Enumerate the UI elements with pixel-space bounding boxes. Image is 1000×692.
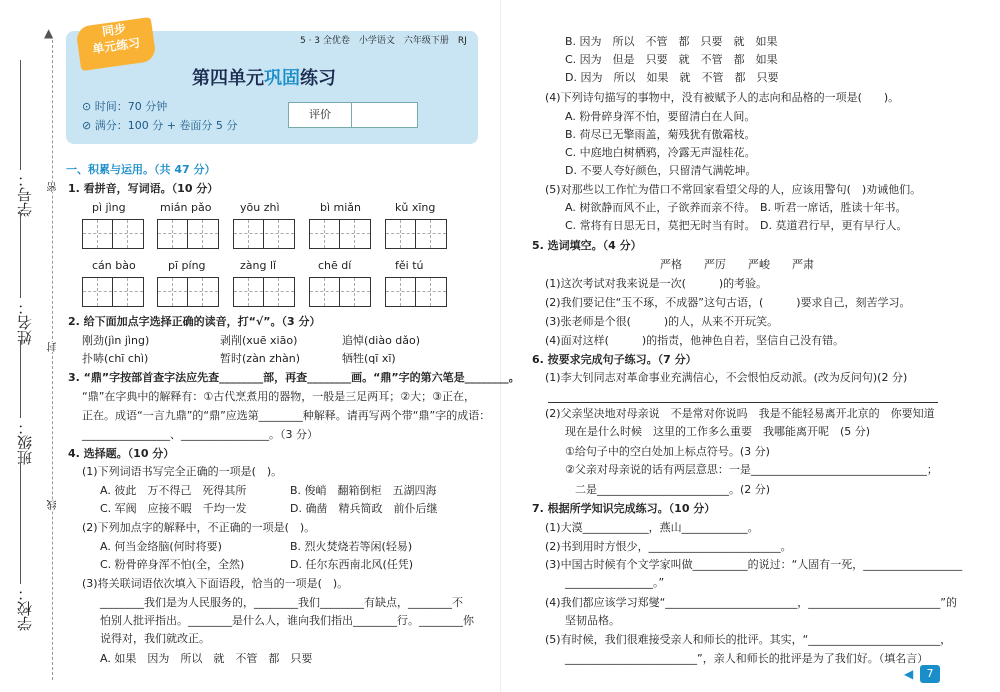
answer-box[interactable] — [233, 277, 295, 307]
page-arrow-icon: ◀ — [904, 667, 914, 681]
score-info: ⊘ 满分：100 分 + 卷面分 5 分 — [82, 119, 238, 132]
q3-line: 3. “鼎”字按部首查字法应先查________部，再查________画。“鼎”字的第六笔是________。 — [68, 371, 520, 384]
badge-line1: 同步 — [101, 21, 127, 39]
q3-line: 正在。成语“一言九鼎”的“鼎”应选第________种解释。请再写两个带“鼎”字的成语： — [82, 409, 491, 422]
option[interactable]: D. 任尔东西南北风(任凭) — [290, 558, 414, 571]
answer-box[interactable] — [157, 219, 219, 249]
q6-2-sentence: (2)父亲坚决地对母亲说 不是常对你说吗 我是不能轻易离开北京的 你要知道 — [545, 407, 935, 420]
q4-3-passage: 说得对，我们就改正。 — [100, 632, 210, 645]
seal-mark-xian: 线 — [48, 500, 59, 510]
q6-2-c: 二是________________________。(2 分) — [575, 483, 771, 496]
name-blank — [20, 212, 21, 298]
option[interactable]: A. 何当金络脑(何时将要) — [100, 540, 222, 553]
q6-2-sentence: 现在是什么时候 这里的工作多么重要 我哪能离开呢 (5 分) — [565, 425, 871, 438]
q7-5: ________________________”，亲人和师长的批评是为了我们好。（填名言） — [565, 652, 929, 665]
q7-5: (5)有时候，我们很难接受亲人和师长的批评。其实，“________________________， — [545, 633, 952, 646]
q5-item: (1)这次考试对我来说是一次( )的考验。 — [545, 277, 768, 290]
rocket-icon: ▲ — [44, 26, 54, 40]
pinyin-label: yōu zhì — [240, 201, 280, 214]
q5-word-bank: 严格 严厉 严峻 严肃 — [660, 258, 814, 271]
q1-heading: 1. 看拼音，写词语。（10 分） — [68, 182, 219, 195]
class-blank — [20, 340, 21, 418]
student-no-label: 学号： — [16, 172, 34, 217]
option[interactable]: B. 因为 所以 不管 都 只要 就 如果 — [565, 35, 778, 48]
pinyin-label: kǔ xīng — [395, 201, 436, 214]
option[interactable]: D. 确凿 精兵简政 前仆后继 — [290, 502, 438, 515]
answer-box[interactable] — [385, 219, 447, 249]
badge-line2: 单元练习 — [91, 35, 142, 57]
q4-3-passage: ________我们是为人民服务的，________我们________有缺点，________不 — [100, 596, 463, 609]
seal-mark-feng: 封 — [48, 342, 59, 352]
q6-heading: 6. 按要求完成句子练习。（7 分） — [532, 353, 697, 366]
pinyin-label: fěi tú — [395, 259, 424, 272]
option[interactable]: A. 如果 因为 所以 就 不管 都 只要 — [100, 652, 313, 665]
pinyin-label: bì miǎn — [320, 201, 362, 214]
option[interactable]: D. 因为 所以 如果 就 不管 都 只要 — [565, 71, 779, 84]
option[interactable]: C. 粉骨碎身浑不怕(全，全然) — [100, 558, 245, 571]
option[interactable]: B. 听君一席话，胜读十年书。 — [760, 201, 907, 214]
page-number: 7 — [920, 665, 940, 683]
pinyin-label: cán bào — [92, 259, 136, 272]
answer-line[interactable] — [548, 402, 938, 403]
option[interactable]: B. 俊峭 翻箱倒柜 五湖四海 — [290, 484, 437, 497]
rating-label: 评价 — [289, 103, 352, 127]
q5-item: (4)面对这样( )的指责，他神色自若，坚信自己没有错。 — [545, 334, 845, 347]
option[interactable]: A. 树欲静而风不止，子欲养而亲不待。 — [565, 201, 756, 214]
q4-4-stem: (4)下列诗句描写的事物中，没有被赋予人的志向和品格的一项是( )。 — [545, 91, 900, 104]
pinyin-label: chē dí — [318, 259, 352, 272]
class-label: 班级： — [16, 420, 34, 465]
option[interactable]: A. 彼此 万不得己 死得其所 — [100, 484, 247, 497]
option[interactable]: A. 粉骨碎身浑不怕，要留清白在人间。 — [565, 110, 756, 123]
q7-3: ________________。” — [565, 576, 665, 589]
q7-heading: 7. 根据所学知识完成练习。（10 分） — [532, 502, 716, 515]
option[interactable]: C. 中庭地白树栖鸦，冷露无声湿桂花。 — [565, 146, 756, 159]
student-no-blank — [20, 60, 21, 170]
q2-item: 追悼(diào dǎo) — [342, 334, 421, 347]
option[interactable]: C. 因为 但是 只要 就 不管 都 如果 — [565, 53, 778, 66]
q4-5-stem: (5)对那些以工作忙为借口不常回家看望父母的人，应该用警句( )劝诫他们。 — [545, 183, 922, 196]
option[interactable]: C. 常将有日思无日，莫把无时当有时。 — [565, 219, 756, 232]
q2-heading: 2. 给下面加点字选择正确的读音，打“√”。（3 分） — [68, 315, 321, 328]
q5-heading: 5. 选词填空。（4 分） — [532, 239, 642, 252]
answer-box[interactable] — [157, 277, 219, 307]
option[interactable]: B. 烈火焚烧若等闲(轻易) — [290, 540, 413, 553]
seal-mark-mi: 密 — [48, 182, 59, 192]
time-info: ⊙ 时间：70 分钟 — [82, 100, 168, 113]
page-divider — [500, 0, 501, 692]
q3-line: “鼎”在字典中的解释有：①古代烹煮用的器物，一般是三足两耳；②大；③正在， — [82, 390, 475, 403]
q4-1-stem: (1)下列词语书写完全正确的一项是( )。 — [82, 465, 283, 478]
answer-box[interactable] — [82, 277, 144, 307]
page-title: 第四单元巩固练习 — [192, 68, 336, 89]
q6-2-b: ②父亲对母亲说的话有两层意思：一是________________________________； — [565, 463, 938, 476]
school-blank — [20, 462, 21, 584]
q7-1: (1)大漠____________，燕山____________。 — [545, 521, 759, 534]
pinyin-label: pì jìng — [92, 201, 126, 214]
q2-item: 扑哧(chī chì) — [82, 352, 149, 365]
rating-box — [288, 102, 418, 128]
answer-box[interactable] — [233, 219, 295, 249]
name-label: 姓名： — [16, 300, 34, 345]
option[interactable]: B. 荷尽已无擎雨盖，菊残犹有傲霜枝。 — [565, 128, 756, 141]
section1-heading: 一、积累与运用。（共 47 分） — [66, 163, 216, 176]
answer-box[interactable] — [385, 277, 447, 307]
pinyin-label: mián pǎo — [160, 201, 212, 214]
q2-item: 牺牲(qī xī) — [342, 352, 396, 365]
q2-item: 刚劲(jìn jìng) — [82, 334, 150, 347]
q4-2-stem: (2)下列加点字的解释中，不正确的一项是( )。 — [82, 521, 316, 534]
q7-3: (3)中国古时候有个文学家叫做__________的说过：“人固有一死，__________________ — [545, 558, 963, 571]
q4-3-passage: 怕别人批评指出。________是什么人，谁向我们指出________行。________你 — [100, 614, 474, 627]
q7-2: (2)书到用时方恨少，________________________。 — [545, 540, 792, 553]
q3-line: ________________、________________。（3 分） — [82, 428, 318, 441]
book-info: 5 · 3 全优卷 小学语文 六年级下册 RJ — [300, 36, 467, 46]
option[interactable]: D. 莫道君行早，更有早行人。 — [760, 219, 908, 232]
q7-4: (4)我们都应该学习郑燮“________________________，________________________”的 — [545, 596, 957, 609]
q6-1: (1)李大钊同志对革命事业充满信心，不会恨怕反动派。(改为反问句)(2 分) — [545, 371, 908, 384]
option[interactable]: C. 军阀 应接不暇 千均一发 — [100, 502, 247, 515]
q5-item: (2)我们要记住“玉不琢，不成器”这句古语，( )要求自己，刻苦学习。 — [545, 296, 911, 309]
answer-box[interactable] — [309, 219, 371, 249]
school-label: 学校： — [16, 586, 34, 631]
pinyin-label: zàng lǐ — [240, 259, 277, 272]
option[interactable]: D. 不要人夸好颜色，只留清气满乾坤。 — [565, 164, 757, 177]
q6-2-a: ①给句子中的空白处加上标点符号。(3 分) — [565, 445, 770, 458]
answer-box[interactable] — [309, 277, 371, 307]
q2-item: 剥削(xuē xiāo) — [220, 334, 298, 347]
pinyin-label: pī píng — [168, 259, 206, 272]
q5-item: (3)张老师是个很( )的人，从来不开玩笑。 — [545, 315, 779, 328]
q4-3-stem: (3)将关联词语依次填入下面语段，恰当的一项是( )。 — [82, 577, 349, 590]
answer-box[interactable] — [82, 219, 144, 249]
q7-4: 坚韧品格。 — [565, 614, 620, 627]
q4-heading: 4. 选择题。（10 分） — [68, 447, 175, 460]
q2-item: 暂时(zàn zhàn) — [220, 352, 301, 365]
binding-dashed-line — [52, 40, 53, 680]
